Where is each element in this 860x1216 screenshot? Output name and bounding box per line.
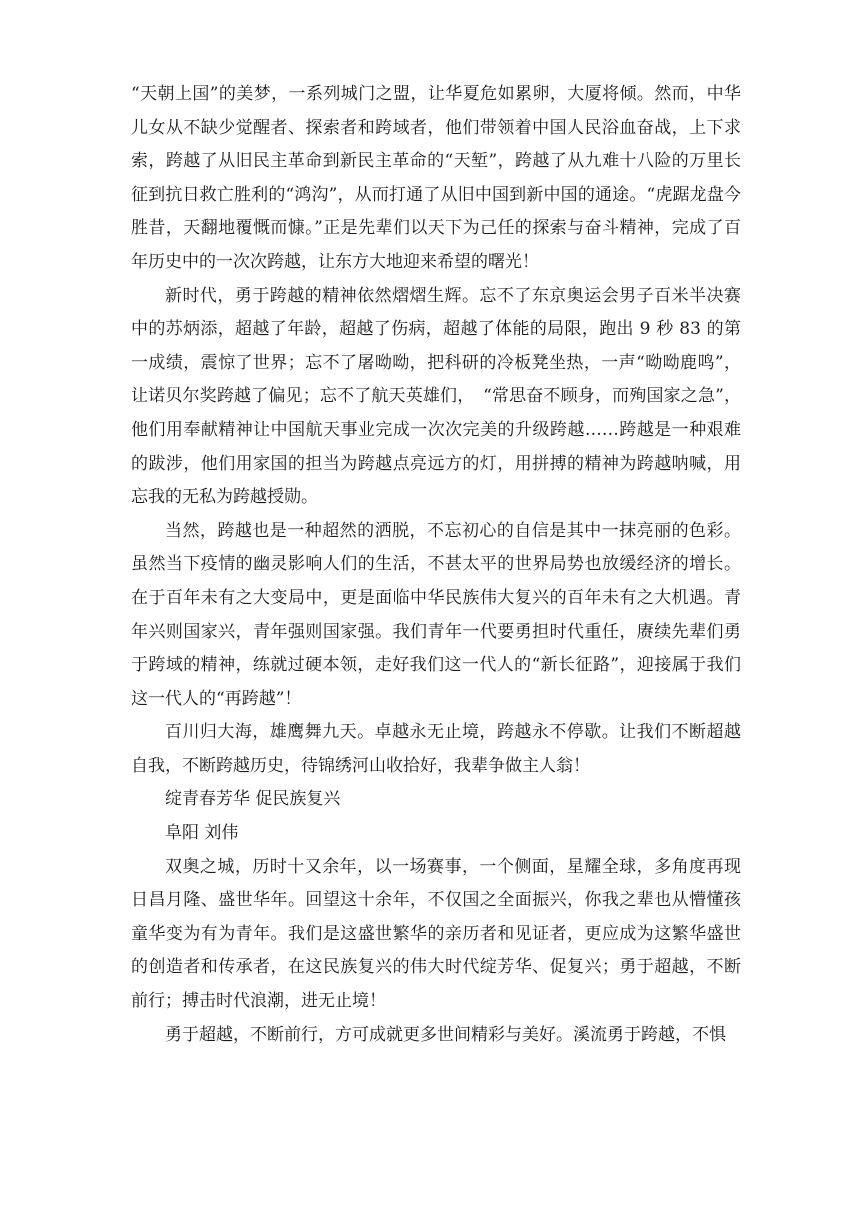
paragraph: “天朝上国”的美梦，一系列城门之盟，让华夏危如累卵，大厦将倾。然而，中华儿女从不缺少觉醒者、探索者和跨域者，他们带领着中国人民浴血奋战，上下求索，跨越了从旧民主革命到新民主革命的“天堑”，跨越了从九难十八险的万里长征到抗日救亡胜利的“鸿沟”，从而打通了从旧中国到新中国的通途。“虎踞龙盘今胜昔，天翻地覆慨而慷。”正是先辈们以天下为己任的探索与奋斗精神，完成了百年历史中的一次次跨越，让东方大地迎来希望的曙光！ [131,84,741,272]
paragraph: 新时代，勇于跨越的精神依然熠熠生辉。忘不了东京奥运会男子百米半决赛中的苏炳添，超越了年龄，超越了伤病，超越了体能的局限，跑出 9 秒 83 的第一成绩，震惊了世界；忘不了屠呦呦，把科研的冷板凳坐热，一声“呦呦鹿鸣”，让诺贝尔奖跨越了偏见；忘不了航天英雄们， “常思奋不顾身，而殉国家之急”，他们用奉献精神让中国航天事业完成一次次完美的升级跨越……跨越是一种艰难的跋涉，他们用家国的担当为跨越点亮远方的灯，用拼搏的精神为跨越呐喊，用忘我的无私为跨越授勋。 [131,285,741,508]
paragraph: 百川归大海，雄鹰舞九天。卓越永无止境，跨越永不停歇。让我们不断超越自我，不断跨越历史，待锦绣河山收拾好，我辈争做主人翁！ [131,722,741,776]
essay-title: 绽青春芳华 促民族复兴 [165,789,341,810]
paragraph: 勇于超越，不断前行，方可成就更多世间精彩与美好。溪流勇于跨越，不惧 [165,1024,726,1045]
essay-author: 阜阳 刘伟 [165,823,239,844]
paragraph: 当然，跨越也是一种超然的洒脱，不忘初心的自信是其中一抹亮丽的色彩。虽然当下疫情的幽灵影响人们的生活，不甚太平的世界局势也放缓经济的增长。在于百年未有之大变局中，更是面临中华民族伟大复兴的百年未有之大机遇。青年兴则国家兴，青年强则国家强。我们青年一代要勇担时代重任，赓续先辈们勇于跨域的精神，练就过硬本领，走好我们这一代人的“新长征路”，迎接属于我们这一代人的“再跨越”！ [131,520,741,709]
paragraph: 双奥之城，历时十又余年，以一场赛事，一个侧面，星耀全球，多角度再现日昌月隆、盛世华年。回望这十余年，不仅国之全面振兴，你我之辈也从懵懂孩童华变为有为青年。我们是这盛世繁华的亲历者和见证者，更应成为这繁华盛世的创造者和传承者，在这民族复兴的伟大时代绽芳华、促复兴；勇于超越，不断前行；搏击时代浪潮，进无止境！ [131,856,741,1012]
document-body [131,78,741,1052]
